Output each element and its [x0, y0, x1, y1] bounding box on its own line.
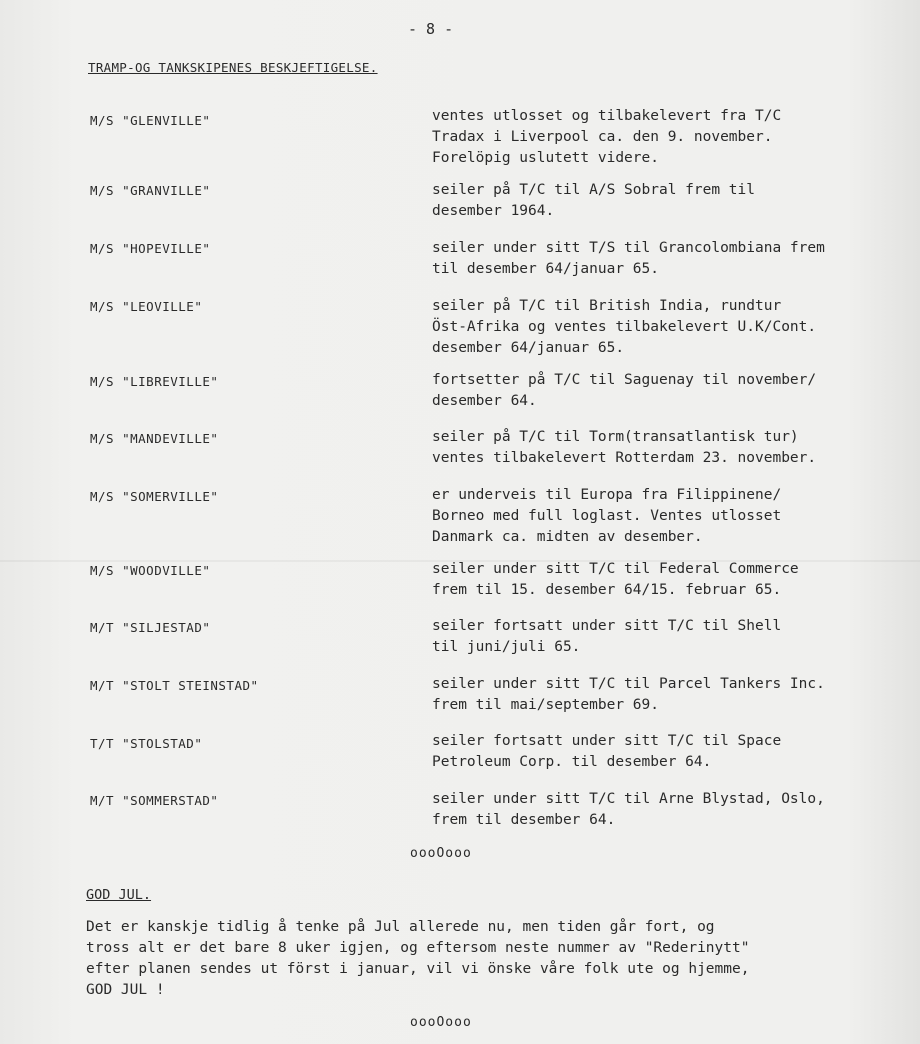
ship-status: fortsetter på T/C til Saguenay til november/ desember 64. [432, 372, 817, 409]
ship-name: M/T "STOLT STEINSTAD" [90, 678, 259, 693]
ship-status: seiler under sitt T/C til Parcel Tankers Inc. frem til mai/september 69. [432, 676, 825, 713]
ship-status: seiler under sitt T/S til Grancolombiana frem til desember 64/januar 65. [432, 240, 825, 277]
ship-status: seiler på T/C til A/S Sobral frem til desember 1964. [432, 182, 756, 219]
section-heading: TRAMP-OG TANKSKIPENES BESKJEFTIGELSE. [88, 60, 378, 75]
ship-status: seiler under sitt T/C til Arne Blystad, Oslo, frem til desember 64. [432, 791, 825, 828]
ship-name: M/T "SILJESTAD" [90, 620, 211, 635]
ship-name: T/T "STOLSTAD" [90, 736, 203, 751]
separator: oooOooo [410, 846, 472, 861]
ship-status: ventes utlosset og tilbakelevert fra T/C Tradax i Liverpool ca. den 9. november. Forelöpig uslutett videre. [432, 108, 782, 166]
ship-name: M/S "GLENVILLE" [90, 113, 211, 128]
ship-status: seiler på T/C til British India, rundtur Öst-Afrika og ventes tilbakelevert U.K/Cont. desember 64/januar 65. [432, 298, 817, 356]
ship-status: er underveis til Europa fra Filippinene/ Borneo med full loglast. Ventes utlosset Danmark ca. midten av desember. [432, 487, 782, 545]
ship-name: M/S "SOMERVILLE" [90, 489, 219, 504]
ship-name: M/T "SOMMERSTAD" [90, 793, 219, 808]
ship-name: M/S "HOPEVILLE" [90, 241, 211, 256]
ship-status: seiler på T/C til Torm(transatlantisk tur) ventes tilbakelevert Rotterdam 23. november. [432, 429, 817, 466]
page-number: - 8 - [408, 20, 454, 38]
god-jul-paragraph: Det er kanskje tidlig å tenke på Jul allerede nu, men tiden går fort, og tross alt er det bare 8 uker igjen, og eftersom neste nummer av "Rederinytt" efter planen sendes ut först i januar, vil vi önske våre folk ute og hjemme, GOD JUL ! [86, 919, 750, 998]
ship-status: seiler under sitt T/C til Federal Commerce frem til 15. desember 64/15. februar 65. [432, 561, 799, 598]
separator: oooOooo [410, 1015, 472, 1030]
ship-name: M/S "GRANVILLE" [90, 183, 211, 198]
ship-name: M/S "LEOVILLE" [90, 299, 203, 314]
ship-status: seiler fortsatt under sitt T/C til Shell til juni/juli 65. [432, 618, 782, 655]
ship-status: seiler fortsatt under sitt T/C til Space Petroleum Corp. til desember 64. [432, 733, 782, 770]
ship-name: M/S "MANDEVILLE" [90, 431, 219, 446]
god-jul-heading: GOD JUL. [86, 887, 152, 903]
ship-name: M/S "LIBREVILLE" [90, 374, 219, 389]
ship-name: M/S "WOODVILLE" [90, 563, 211, 578]
